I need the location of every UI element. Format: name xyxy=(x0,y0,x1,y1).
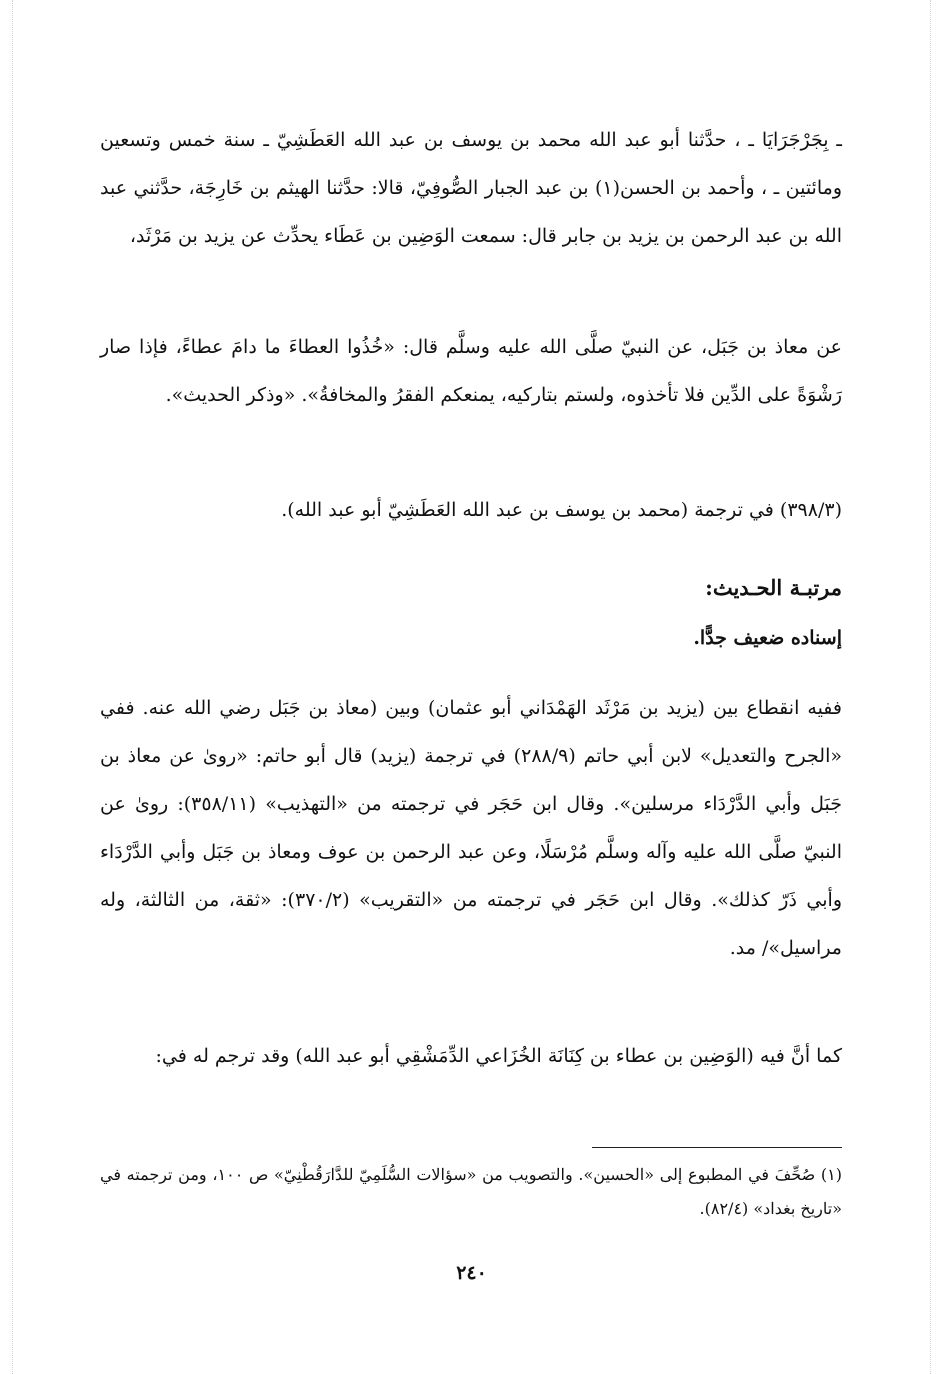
isnad-paragraph: ـ بِجَرْجَرَايَا ـ ، حدَّثنا أبو عبد الله محمد بن يوسف بن عبد الله العَطَشِيّ ـ سنة خمس وتسعين ومائتين ـ ، وأحمد بن الحسن(١) بن عبد الجبار الصُّوفِيّ، قالا: حدَّثنا الهيثم بن خَارِجَة، حدَّثني عبد الله بن عبد الرحمن بن يزيد بن جابر قال: سمعت الوَضِين بن عَطَاء يحدِّث عن يزيد بن مَرْثَد، xyxy=(100,129,842,247)
source-reference: (٣٩٨/٣) في ترجمة (محمد بن يوسف بن عبد الله العَطَشِيّ أبو عبد الله). xyxy=(281,499,842,521)
text-column xyxy=(100,0,842,1374)
page-number: ٢٤٠ xyxy=(456,1262,487,1284)
footnote: (١) صُحِّفَ في المطبوع إلى «الحسين». والتصويب من «سؤالات السُّلَمِيّ للدَّارَقُطْنِيّ» ص ١٠٠، ومن ترجمته في «تاريخ بغداد» (٨٢/٤). xyxy=(100,1165,842,1218)
verdict-line: إسناده ضعيف جدًّا. xyxy=(693,627,842,649)
hadith-text-paragraph: عن معاذ بن جَبَل، عن النبيّ صلَّى الله عليه وسلَّم قال: «خُذُوا العطاءَ ما دامَ عطاءً، فإذا صار رَشْوَةً على الدِّين فلا تأخذوه، ولستم بتاركيه، يمنعكم الفقرُ والمخافةُ». «وذكر الحديث». xyxy=(100,336,842,406)
analysis-paragraph-1: ففيه انقطاع بين (يزيد بن مَرْثَد الهَمْدَاني أبو عثمان) وبين (معاذ بن جَبَل رضي الله عنه. ففي «الجرح والتعديل» لابن أبي حاتم (٢٨٨/٩) في ترجمة (يزيد) قال أبو حاتم: «روىٰ عن معاذ بن جَبَل وأبي الدَّرْدَاء مرسلين». وقال ابن حَجَر في ترجمته من «التهذيب» (٣٥٨/١١): روىٰ عن النبيّ صلَّى الله عليه وآله وسلَّم مُرْسَلًا، وعن عبد الرحمن بن عوف ومعاذ بن جَبَل وأبي الدَّرْدَاء وأبي ذَرّ كذلك». وقال ابن حَجَر في ترجمته من «التقريب» (٣٧٠/٢): «ثقة، من الثالثة، وله مراسيل»/ مد. xyxy=(100,697,843,959)
footnote-separator xyxy=(592,1147,842,1148)
analysis-paragraph-2: كما أنَّ فيه (الوَضِين بن عطاء بن كِنَانَة الخُزَاعي الدِّمَشْقِي أبو عبد الله) وقد ترجم له في: xyxy=(155,1045,842,1067)
scan-edge-right xyxy=(930,0,931,1374)
scan-edge-left xyxy=(12,0,13,1374)
section-heading: مرتبـة الحـديث: xyxy=(705,575,842,600)
